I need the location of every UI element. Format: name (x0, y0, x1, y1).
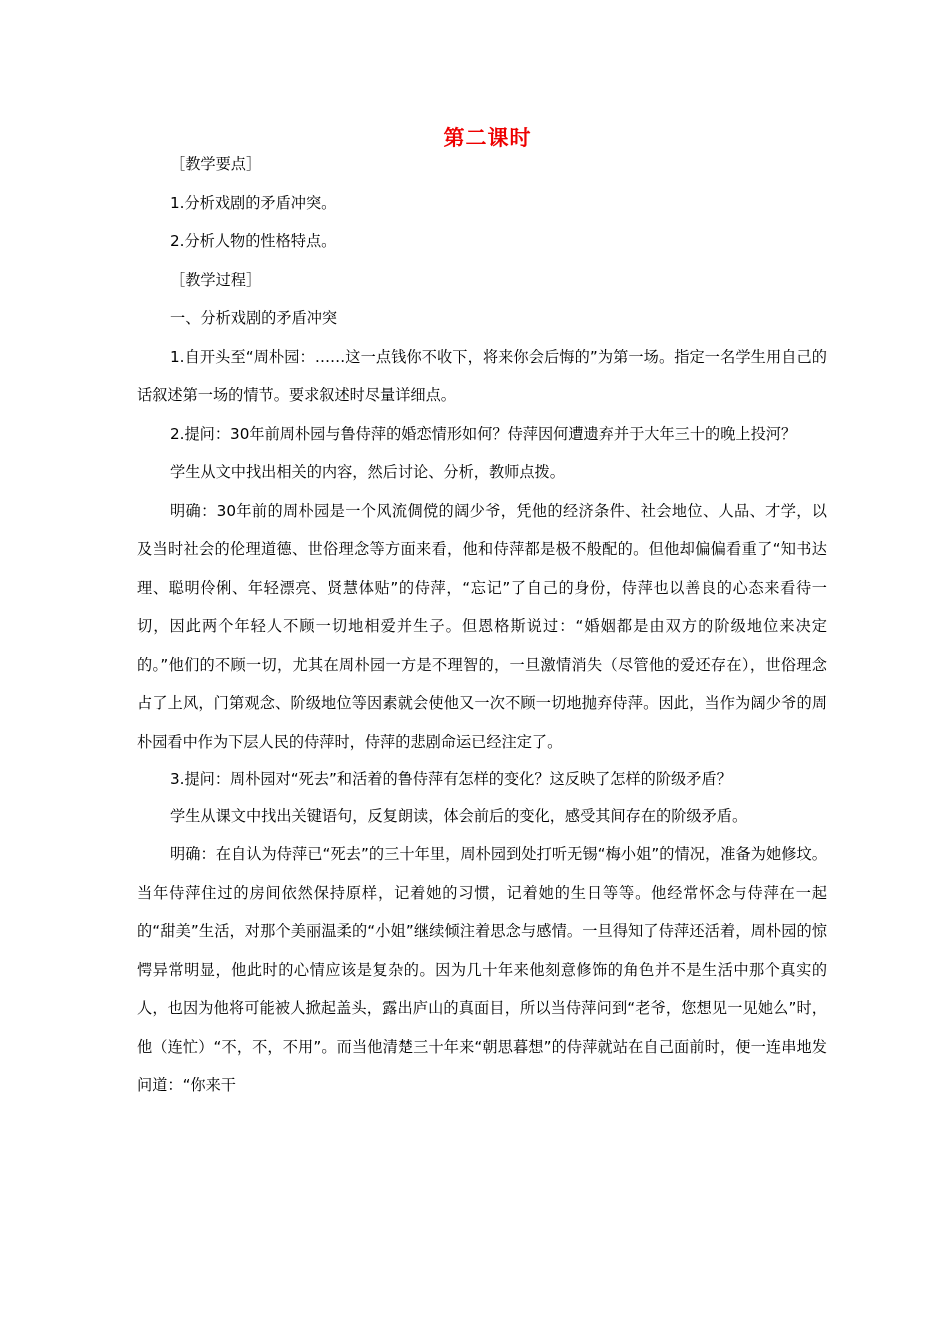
teaching-point-1: 1.分析戏剧的矛盾冲突。 (170, 193, 337, 212)
document-body (137, 145, 827, 1105)
student-activity-paragraph: 学生从文中找出相关的内容，然后讨论、分析，教师点拨。 (170, 463, 565, 481)
step-2-question: 2.提问：30年前周朴园与鲁侍萍的婚恋情形如何？侍萍因何遭遗弃并于大年三十的晚上投河？ (170, 424, 797, 443)
clarification-paragraph-1: 明确：30年前的周朴园是一个风流倜傥的阔少爷，凭他的经济条件、社会地位、人品、才学，以及当时社会的伦理道德、世俗理念等方面来看，他和侍萍都是极不般配的。但他却偏偏看重了“知书达理、聪明伶俐、年轻漂亮、贤慧体贴”的侍萍，“忘记”了自己的身份，侍萍也以善良的心态来看待一切，因此两个年轻人不顾一切地相爱并生子。但恩格斯说过：“婚姻都是由双方的阶级地位来决定的。”他们的不顾一切，尤其在周朴园一方是不理智的，一旦激情消失（尽管他的爱还存在），世俗理念占了上风，门第观念、阶级地位等因素就会使他又一次不顾一切地抛弃侍萍。因此，当作为阔少爷的周朴园看中作为下层人民的侍萍时，侍萍的悲剧命运已经注定了。 (137, 501, 827, 751)
lesson-title: 第二课时 (443, 125, 532, 150)
step-3-question: 3.提问：周朴园对“死去”和活着的鲁侍萍有怎样的变化？这反映了怎样的阶级矛盾？ (170, 770, 732, 788)
subsection-heading-conflict: 一、分析戏剧的矛盾冲突 (170, 309, 338, 327)
section-heading-teaching-process: ［教学过程］ (170, 270, 262, 289)
step-1-paragraph: 1.自开头至“周朴园：……这一点钱你不收下，将来你会后悔的”为第一场。指定一名学生用自己的话叙述第一场的情节。要求叙述时尽量详细点。 (137, 347, 827, 404)
student-activity-paragraph-2: 学生从课文中找出关键语句，反复朗读，体会前后的变化，感受其间存在的阶级矛盾。 (170, 807, 748, 825)
clarification-paragraph-2: 明确：在自认为侍萍已“死去”的三十年里，周朴园到处打听无锡“梅小姐”的情况，准备为她修坟。当年侍萍住过的房间依然保持原样，记着她的习惯，记着她的生日等等。他经常怀念与侍萍在一起的“甜美”生活，对那个美丽温柔的“小姐”继续倾注着思念与感情。一旦得知了侍萍还活着，周朴园的惊愕异常明显，他此时的心情应该是复杂的。因为几十年来他刻意修饰的角色并不是生活中那个真实的人，也因为他将可能被人掀起盖头，露出庐山的真面目，所以当侍萍问到“老爷，您想见一见她么”时，他（连忙）“不，不，不用”。而当他清楚三十年来“朝思暮想”的侍萍就站在自己面前时，便一连串地发问道：“你来干 (137, 845, 827, 1094)
section-heading-teaching-points: ［教学要点］ (170, 155, 262, 173)
teaching-point-2: 2.分析人物的性格特点。 (170, 232, 337, 250)
